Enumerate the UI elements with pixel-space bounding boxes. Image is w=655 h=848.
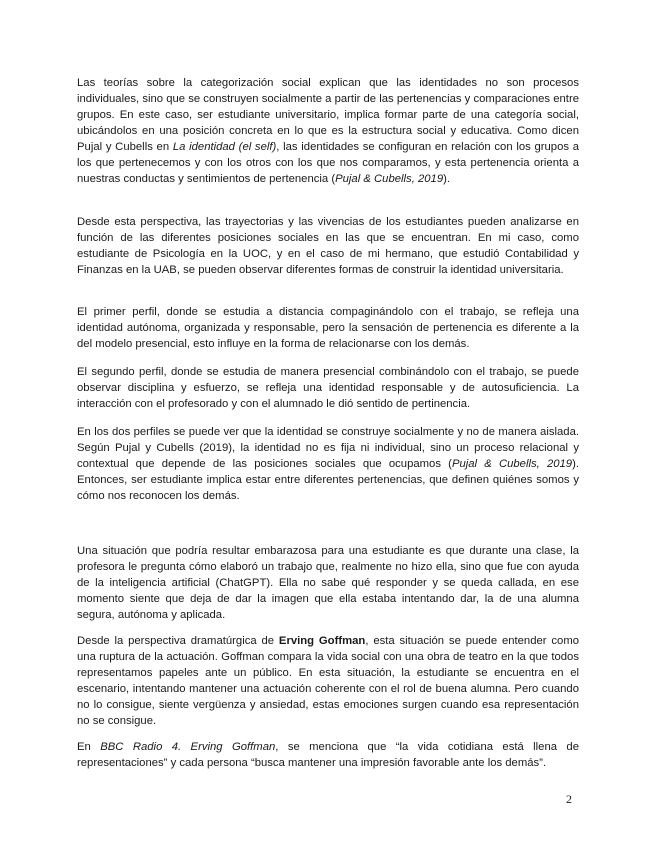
paragraph-second-profile: El segundo perfil, donde se estudia de manera presencial combinándolo con el trabajo, se puede observar disciplina y esfuerzo, se refleja una identidad responsable y de autosuficiencia. La interacción con el profesorado y con el alumnado le dió sentido de pertinencia.: [77, 366, 579, 410]
citation-title: La identidad (el self): [172, 141, 277, 153]
paragraph-goffman: Desde la perspectiva dramatúrgica de Erving Goffman, esta situación se puede entender como una ruptura de la actuación. Goffman compara la vida social con una obra de teatro en la que todos representamos papeles ante un público. En esta situación, la estudiante se encuentra en el escenario, intentando mantener una actuación coherente con el rol de buena alumna. Pero cuando no lo consigue, siente vergüenza y ansiedad, estas emociones surgen cuando esa representación no se consigue.: [77, 635, 580, 727]
paragraph-both-profiles: En los dos perfiles se puede ver que la identidad se construye socialmente y no de manera aislada. Según Pujal y Cubells (2019), la identidad no es fija ni individual, sino un proceso relacional y contextual que depende de las posiciones sociales que ocupamos (Pujal & Cubells, 2019). Entonces, ser estudiante implica estar entre diferentes pertenencias, que definen quiénes somos y cómo nos reconocen los demás.: [77, 426, 579, 502]
citation: Pujal & Cubells, 2019: [451, 458, 573, 470]
paragraph-bbc-radio: En BBC Radio 4. Erving Goffman, se menciona que “la vida cotidiana está llena de representaciones” y cada persona “busca mantener una impresión favorable ante los demás”.: [77, 741, 579, 769]
paragraph-perspective: Desde esta perspectiva, las trayectorias y las vivencias de los estudiantes pueden analizarse en función de las diferentes posiciones sociales en las que se encuentran. En mi caso, como estudiante de Psicología en la UOC, y en el caso de mi hermano, que estudió Contabilidad y Finanzas en la UAB, se pueden observar diferentes formas de construir la identidad universitaria.: [77, 216, 579, 276]
paragraph-embarrassing-situation: Una situación que podría resultar embarazosa para una estudiante es que durante una clase, la profesora le pregunta cómo elaboró un trabajo que, realmente no hizo ella, sino que fue con ayuda de la inteligencia artificial (ChatGPT). Ella no sabe qué responder y se queda callada, en ese momento siente que deja de dar la imagen que ella estaba intentando dar, la de una alumna segura, autónoma y aplicada.: [77, 545, 579, 621]
author-name: Erving Goffman: [278, 635, 366, 647]
paragraph-categorization: Las teorías sobre la categorización social explican que las identidades no son procesos individuales, sino que se construyen socialmente a partir de las pertenencias y comparaciones entre grupos. En este caso, ser estudiante universitario, implica formar parte de una categoría social, ubicándolos en una posición concreta en lo que es la estructura social y educativa. Como dicen Pujal y Cubells en La identidad (el self), las identidades se configuran en relación con los grupos a los que pertenecemos y con los otros con los que nos comparamos, y esta pertenencia orienta a nuestras conductas y sentimientos de pertenencia (Pujal & Cubells, 2019).: [77, 77, 579, 185]
page-number: 2: [566, 792, 572, 806]
source-title: BBC Radio 4. Erving Goffman: [100, 741, 276, 753]
citation: Pujal & Cubells, 2019: [335, 173, 444, 185]
paragraph-first-profile: El primer perfil, donde se estudia a distancia compaginándolo con el trabajo, se refleja una identidad autónoma, organizada y responsable, pero la sensación de pertenencia es diferente a la del modelo presencial, esto influye en la forma de relacionarse con los demás.: [77, 306, 579, 350]
